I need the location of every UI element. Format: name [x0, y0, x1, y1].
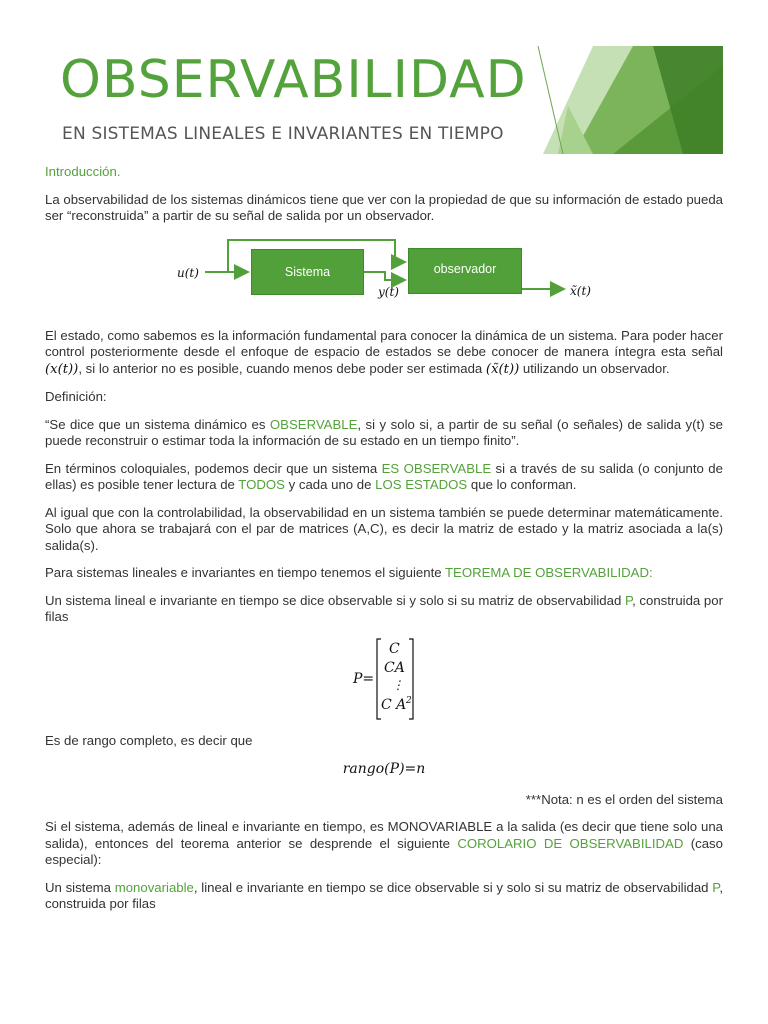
highlight-p: P [624, 592, 633, 608]
matrix-row-4: C A [381, 696, 407, 713]
estimate-symbol: (x̃(t)) [485, 361, 520, 377]
decorative-banner [533, 46, 723, 154]
matrix-row-3: ⋮ [392, 677, 404, 692]
highlight-p-2: P [712, 879, 720, 895]
observador-block: observador [408, 248, 522, 294]
paragraph-math: Al igual que con la controlabilidad, la observabilidad en un sistema también se puede determinar matemáticamente. Solo que ahora se trabajará con el par de matrices (A,C), es decir la matriz de estado y la matriz asociada a la(s) salida(s). [45, 504, 723, 553]
input-label: u(t) [177, 265, 199, 280]
block-diagram [45, 236, 723, 322]
matrix-exponent: 2 [406, 695, 412, 706]
rank-equation: rango(P)=n [342, 761, 426, 777]
state-symbol: (x(t)) [45, 361, 79, 377]
page-subtitle: EN SISTEMAS LINEALES E INVARIANTES EN TIEMPO [62, 124, 504, 144]
paragraph-intro: La observabilidad de los sistemas dinámicos tiene que ver con la propiedad de que su información de estado pueda ser “reconstruida” a partir de su señal de salida por un observador. [45, 191, 723, 223]
output-label: y(t) [378, 284, 399, 299]
paragraph-matrix-intro: Un sistema lineal e invariante en tiempo se dice observable si y solo si su matriz de observabilidad P, construida por filas [45, 592, 723, 624]
highlight-es-observable: ES OBSERVABLE [381, 460, 492, 476]
matrix-lhs: P= [353, 670, 375, 687]
paragraph-state: El estado, como sabemos es la información fundamental para conocer la dinámica de un sistema. Para poder hacer control posteriormente desde el enfoque de espacio de estados se debe conocer de manera íntegra esta señal (x(t)), si lo anterior no es posible, cuando menos debe poder ser estimada (x̃(t)) utilizando un observador. [45, 327, 723, 377]
definicion-heading: Definición: [45, 389, 107, 404]
page-title: OBSERVABILIDAD [60, 50, 527, 110]
matrix-row-1: C [389, 640, 400, 657]
highlight-monovariable: monovariable [114, 879, 194, 895]
paragraph-colloquial: En términos coloquiales, podemos decir que un sistema ES OBSERVABLE si a través de su salida (o conjunto de ellas) es posible tener lectura de TODOS y cada uno de LOS ESTADOS que lo conforman. [45, 460, 723, 492]
paragraph-rank: Es de rango completo, es decir que [45, 732, 253, 748]
nota: ***Nota: n es el orden del sistema [525, 791, 723, 807]
diagram-arrows [45, 236, 723, 322]
highlight-corolario: COROLARIO DE OBSERVABILIDAD [457, 835, 684, 851]
paragraph-definition: “Se dice que un sistema dinámico es OBSERVABLE, si y solo si, a partir de su señal (o señales) de salida y(t) se puede reconstruir o estimar toda la información de su estado en un tiempo finito”. [45, 416, 723, 448]
sistema-block: Sistema [251, 249, 364, 295]
paragraph-corolario: Un sistema monovariable, lineal e invariante en tiempo se dice observable si y solo si su matriz de observabilidad P, construida por filas [45, 879, 723, 911]
intro-heading: Introducción. [45, 164, 121, 179]
paragraph-monovariable: Si el sistema, además de lineal e invariante en tiempo, es MONOVARIABLE a la salida (es decir que tiene solo una salida), entonces del teorema anterior se desprende el siguiente COROLARIO DE OBSERVABILIDAD (caso especial): [45, 819, 723, 867]
highlight-observable: OBSERVABLE [269, 416, 358, 432]
main-content [45, 164, 723, 924]
paragraph-theorem: Para sistemas lineales e invariantes en tiempo tenemos el siguiente TEOREMA DE OBSERVABILIDAD: [45, 565, 653, 580]
matrix-row-2: CA [384, 659, 405, 676]
highlight-todos: TODOS [238, 477, 285, 492]
estimate-label: x̃(t) [570, 283, 591, 298]
observability-matrix [45, 637, 723, 723]
highlight-los-estados: LOS ESTADOS [375, 477, 468, 492]
highlight-teorema: TEOREMA DE OBSERVABILIDAD: [445, 565, 653, 580]
